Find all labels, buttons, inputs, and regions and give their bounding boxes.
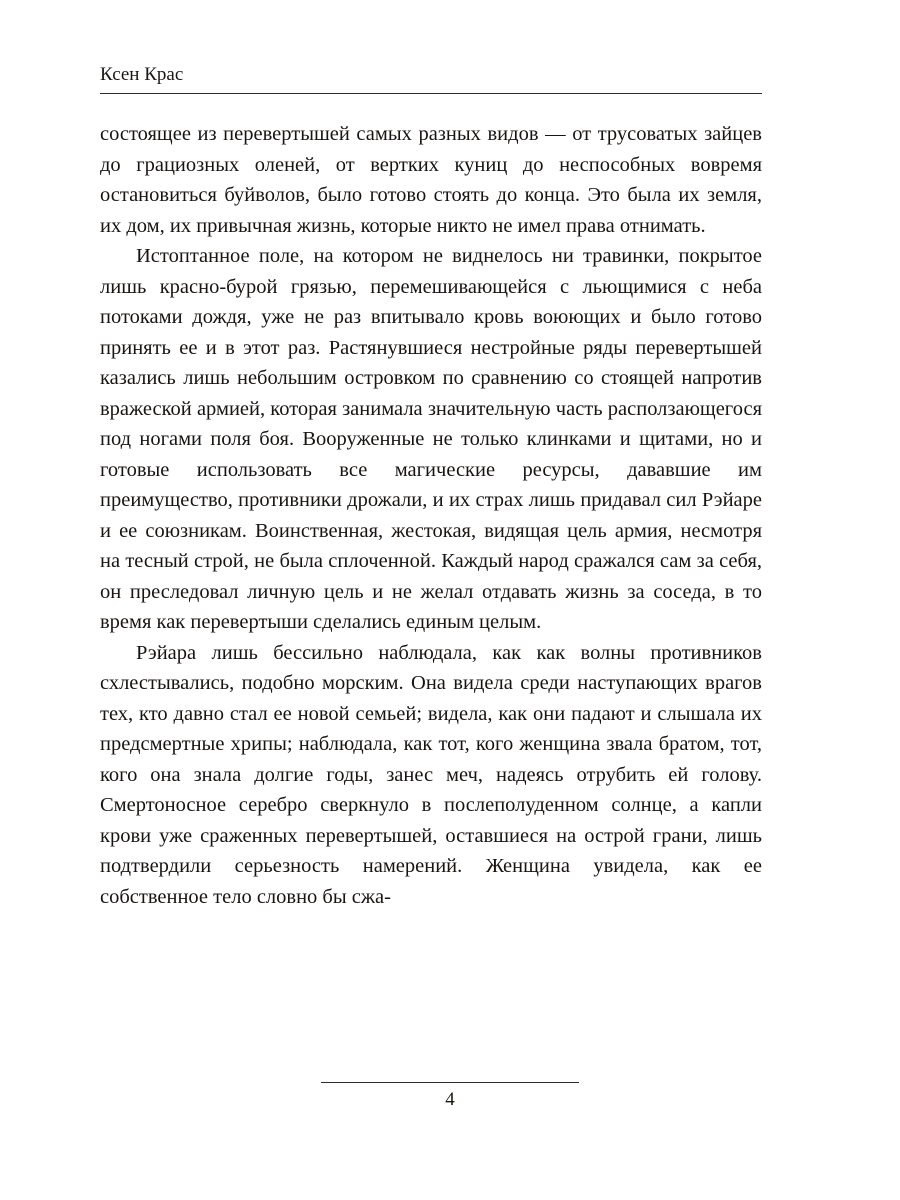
page-number: 4 xyxy=(445,1089,455,1110)
paragraph: состоящее из перевертышей самых разных видов — от трусоватых зайцев до грациозных оленей, от вертких куниц до неспособных вовремя остановиться буйволов, было готово стоять до конца. Это была их земля, их дом, их привычная жизнь, которые никто не имел права отнимать. xyxy=(100,123,762,237)
paragraph: Истоптанное поле, на котором не виднелось ни травинки, покрытое лишь красно-бурой грязью, перемешивающейся с льющимися с неба потоками дождя, уже не раз впитывало кровь воюющих и было готово принять ее и в этот раз. Растянувшиеся нестройные ряды перевертышей казались лишь небольшим островком по сравнению со стоящей напротив вражеской армией, которая занимала значительную часть расползающегося под ногами поля боя. Вооруженные не только клинками и щитами, но и готовые использовать все магические ресурсы, дававшие им преимущество, противники дрожали, и их страх лишь придавал сил Рэйаре и ее союзникам. Воинственная, жестокая, видящая цель армия, несмотря на тесный строй, не была сплоченной. Каждый народ сражался сам за себя, он преследовал личную цель и не желал отдавать жизнь за соседа, в то время как перевертыши сделались единым целым. xyxy=(100,245,762,633)
author-name: Ксен Крас xyxy=(100,64,184,85)
page-footer xyxy=(0,1082,900,1112)
footer-rule xyxy=(321,1082,579,1083)
page-text xyxy=(100,119,762,912)
paragraph: Рэйара лишь бессильно наблюдала, как как волны противников схлестывались, подобно морским. Она видела среди наступающих врагов тех, кто давно стал ее новой семьей; видела, как они падают и слышала их предсмертные хрипы; наблюдала, как тот, кого женщина звала братом, тот, кого она знала долгие годы, занес меч, надеясь отрубить ей голову. Смертоносное серебро сверкнуло в послеполуденном солнце, а капли крови уже сраженных перевертышей, оставшиеся на острой грани, лишь подтвердили серьезность намерений. Женщина увидела, как ее собственное тело словно бы сжа- xyxy=(100,641,762,908)
running-header xyxy=(100,64,762,94)
